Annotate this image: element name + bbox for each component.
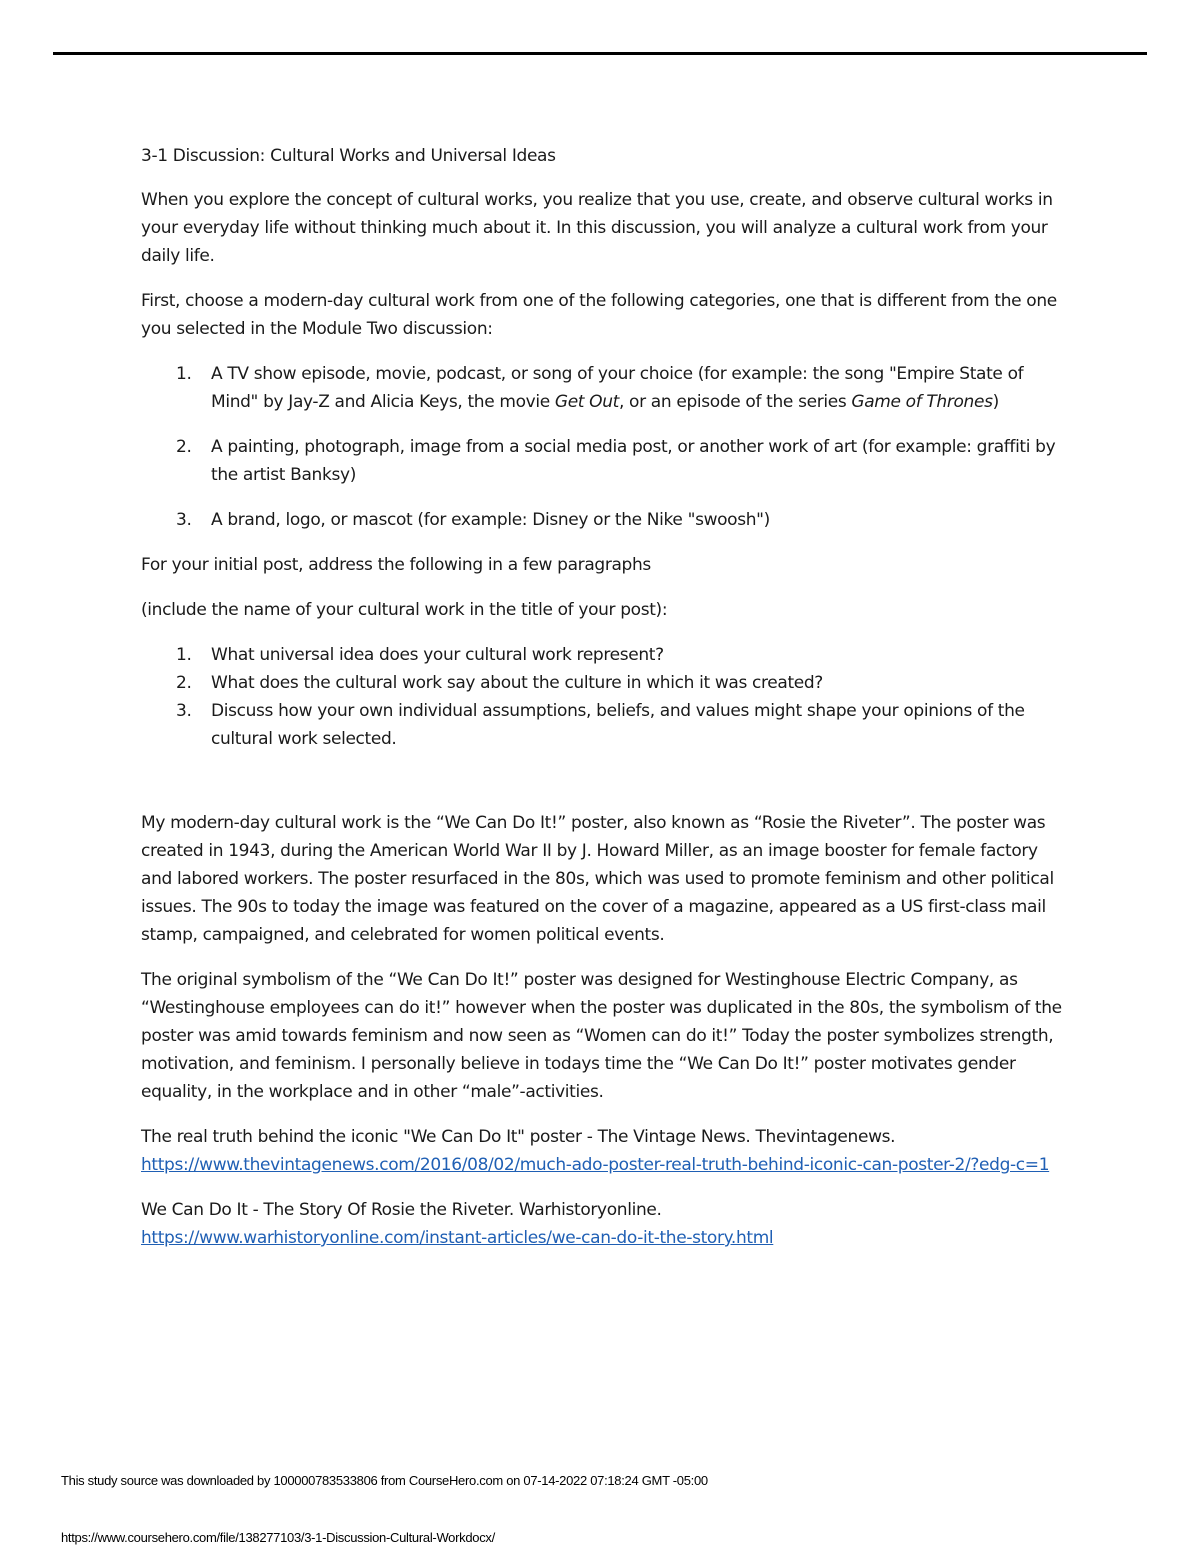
first-instruction: First, choose a modern-day cultural work from one of the following categories, one that is different from the one you selected in the Module Two discussion: [141, 291, 1057, 339]
list-number: 3. [176, 510, 192, 530]
list-item [141, 506, 1071, 534]
list-item [141, 433, 1071, 489]
intro-paragraph: When you explore the concept of cultural works, you realize that you use, create, and observe cultural works in your everyday life without thinking much about it. In this discussion, you will analyze a cultural work from your daily life. [141, 190, 1053, 266]
question-list [141, 641, 1071, 753]
list-item [141, 360, 1071, 416]
italic-title: Game of Thrones [851, 392, 993, 412]
download-notice: This study source was downloaded by 100000783533806 from CourseHero.com on 07-14-2022 07:18:24 GMT -05:00 [61, 1473, 708, 1488]
list-item-text: A brand, logo, or mascot (for example: Disney or the Nike "swoosh") [211, 510, 770, 530]
reference-entry [141, 1123, 1071, 1179]
list-item-text: A painting, photograph, image from a social media post, or another work of art (for example: graffiti by the artist Banksy) [211, 437, 1056, 485]
list-item [141, 669, 1071, 697]
list-item-text: Discuss how your own individual assumptions, beliefs, and values might shape your opinions of the cultural work selected. [211, 701, 1025, 749]
response-paragraph: The original symbolism of the “We Can Do It!” poster was designed for Westinghouse Electric Company, as “Westinghouse employees can do it!” however when the poster was duplicated in the 80s, the symbolism of the poster was amid towards feminism and now seen as “Women can do it!” Today the poster symbolizes strength, motivation, and feminism. I personally believe in todays time the “We Can Do It!” poster motivates gender equality, in the workplace and in other “male”-activities. [141, 970, 1062, 1102]
list-number: 1. [176, 645, 192, 665]
reference-link[interactable]: https://www.thevintagenews.com/2016/08/02/much-ado-poster-real-truth-behind-iconic-can-poster-2/?edg-c=1 [141, 1155, 1050, 1175]
document-title: 3-1 Discussion: Cultural Works and Universal Ideas [141, 146, 556, 166]
initial-post-instruction: For your initial post, address the following in a few paragraphs [141, 555, 651, 575]
reference-entry [141, 1196, 1071, 1252]
reference-text: The real truth behind the iconic "We Can Do It" poster - The Vintage News. Thevintagenews. [141, 1127, 896, 1147]
document-body [141, 142, 1071, 1269]
list-number: 1. [176, 364, 192, 384]
list-item-text: A TV show episode, movie, podcast, or song of your choice (for example: the song "Empire State of Mind" by Jay-Z and Alicia Keys, the movie Get Out, or an episode of the series Game of Thrones) [211, 364, 1024, 412]
list-item [141, 641, 1071, 669]
reference-link[interactable]: https://www.warhistoryonline.com/instant-articles/we-can-do-it-the-story.html [141, 1228, 774, 1248]
italic-title: Get Out [554, 392, 619, 412]
list-number: 3. [176, 701, 192, 721]
response-paragraph: My modern-day cultural work is the “We Can Do It!” poster, also known as “Rosie the Riveter”. The poster was created in 1943, during the American World War II by J. Howard Miller, as an image booster for female factory and labored workers. The poster resurfaced in the 80s, which was used to promote feminism and other political issues. The 90s to today the image was featured on the cover of a magazine, appeared as a US first-class mail stamp, campaigned, and celebrated for women political events. [141, 813, 1054, 945]
category-list [141, 360, 1071, 534]
list-number: 2. [176, 673, 192, 693]
header-rule [53, 52, 1147, 55]
source-url: https://www.coursehero.com/file/138277103/3-1-Discussion-Cultural-Workdocx/ [61, 1530, 495, 1545]
list-item [141, 697, 1071, 753]
section-spacer [141, 770, 1071, 809]
initial-post-note: (include the name of your cultural work in the title of your post): [141, 600, 668, 620]
list-item-text: What does the cultural work say about the culture in which it was created? [211, 673, 823, 693]
list-item-text: What universal idea does your cultural work represent? [211, 645, 664, 665]
list-number: 2. [176, 437, 192, 457]
reference-text: We Can Do It - The Story Of Rosie the Riveter. Warhistoryonline. [141, 1200, 662, 1220]
